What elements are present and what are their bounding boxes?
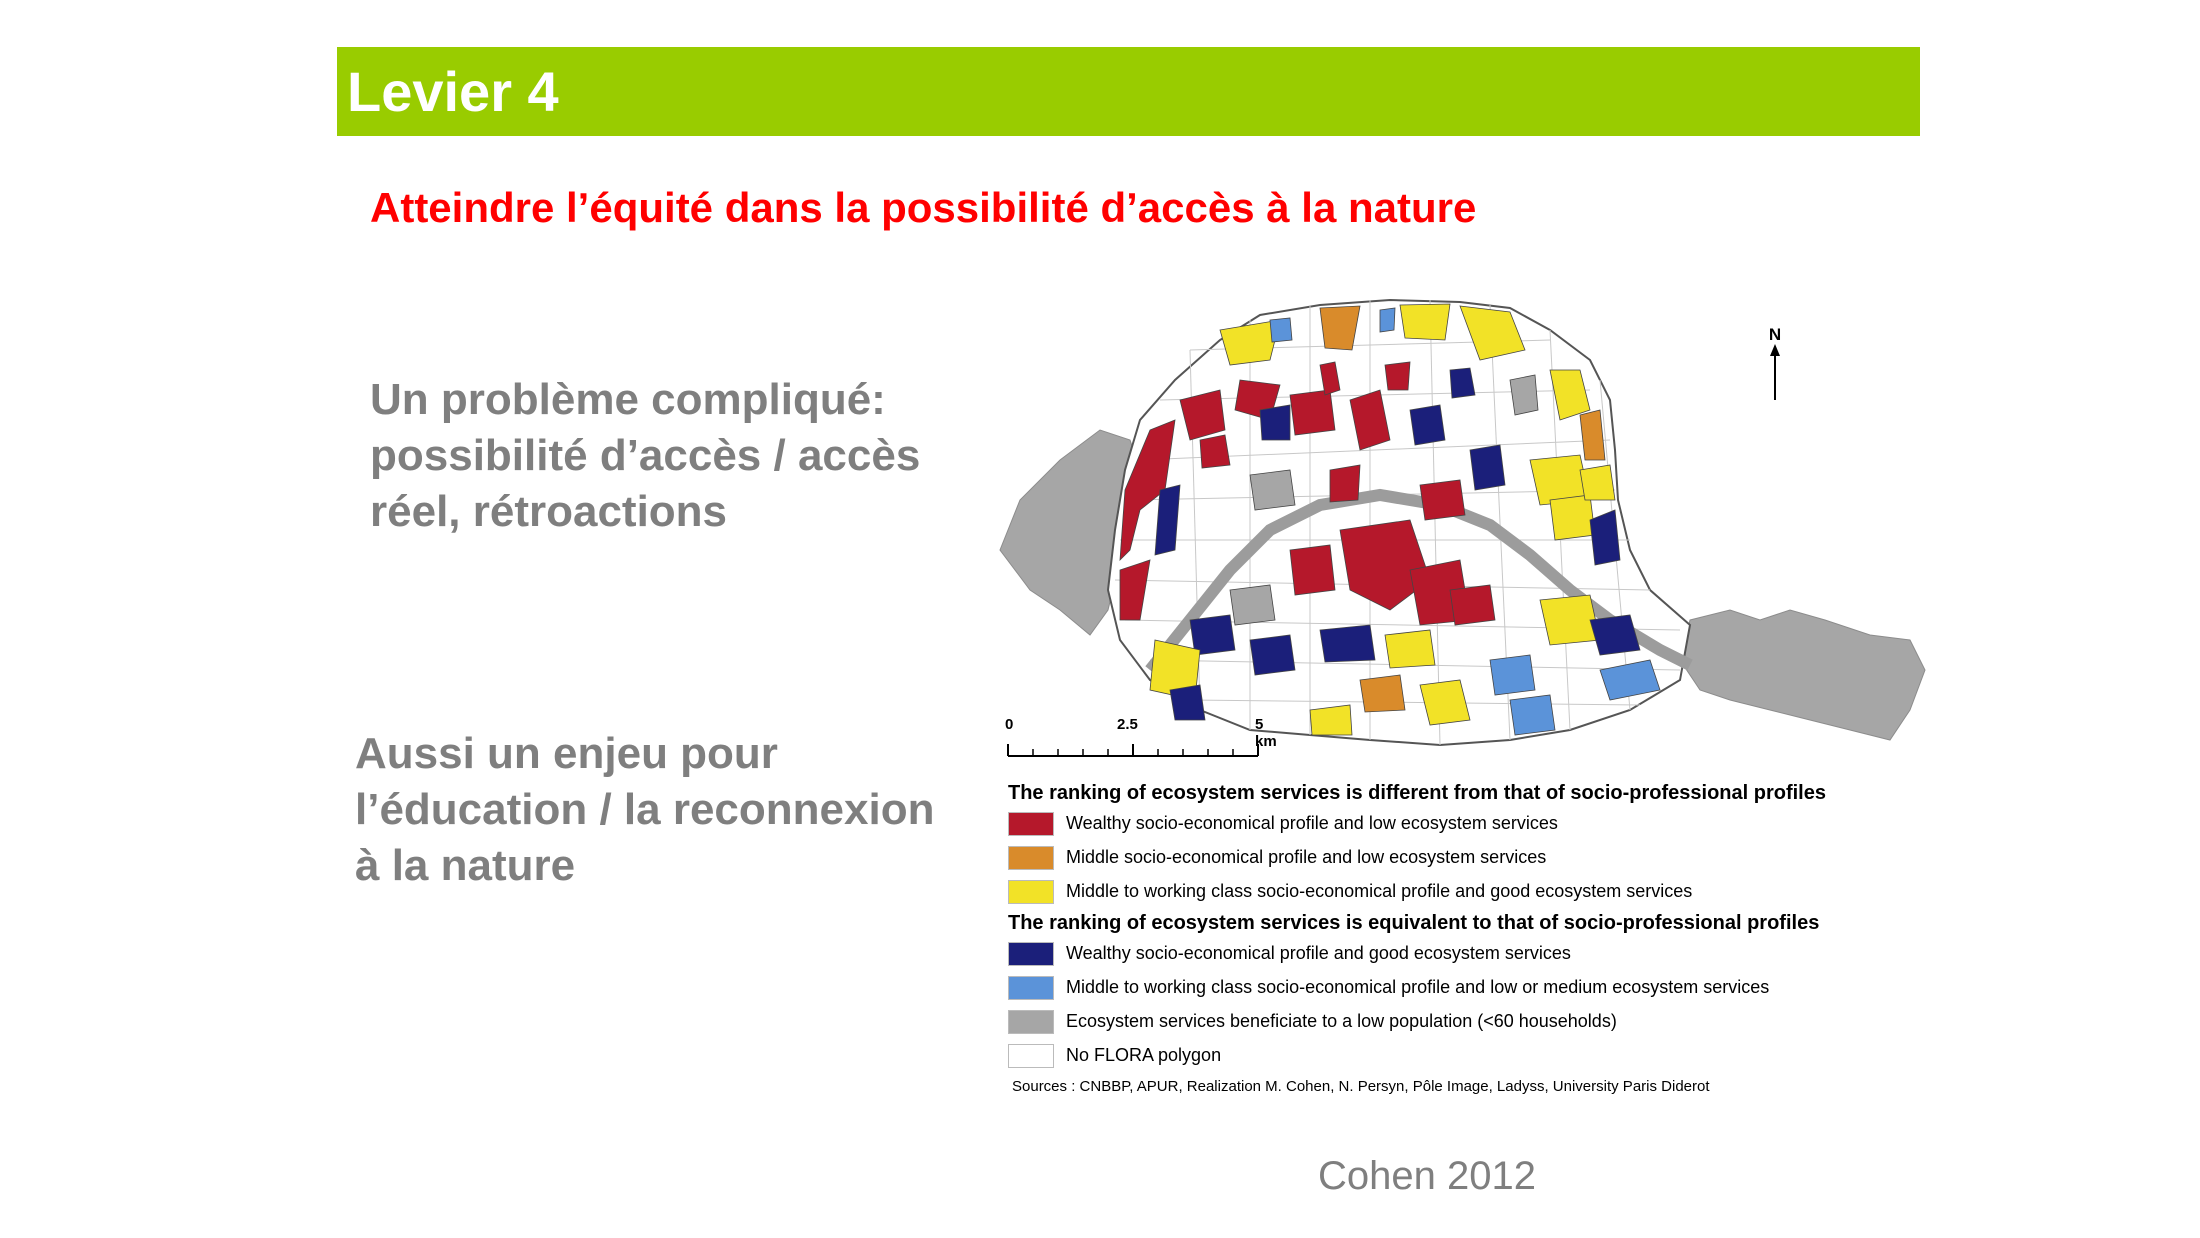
slide-title: Levier 4 bbox=[347, 60, 559, 123]
legend-item-middle-low bbox=[1008, 840, 1908, 874]
scale-bar-graphic bbox=[1005, 734, 1285, 764]
legend-heading-equivalent: The ranking of ecosystem services is equivalent to that of socio-professional profiles bbox=[1008, 912, 1820, 934]
scale-tick-0: 0 bbox=[1005, 716, 1014, 733]
body-point-2: Aussi un enjeu pour l’éducation / la reconnexion à la nature bbox=[355, 729, 935, 890]
scale-bar bbox=[1005, 716, 1285, 766]
map-sources: Sources : CNBBP, APUR, Realization M. Cohen, N. Persyn, Pôle Image, Ladyss, University Paris Diderot bbox=[1012, 1078, 1710, 1095]
body-point-1: Un problème compliqué: possibilité d’accès / accès réel, rétroactions bbox=[370, 375, 921, 536]
legend-label: No FLORA polygon bbox=[1066, 1045, 1222, 1065]
legend-swatch bbox=[1008, 1010, 1054, 1034]
slide-subtitle: Atteindre l’équité dans la possibilité d’accès à la nature bbox=[370, 184, 1477, 231]
legend-item-no-flora bbox=[1008, 1038, 1908, 1072]
map-legend bbox=[1008, 780, 1908, 1095]
scale-tick-5km: 5 km bbox=[1255, 716, 1277, 750]
header-bar bbox=[337, 47, 1920, 136]
legend-label: Middle socio-economical profile and low ecosystem services bbox=[1066, 847, 1547, 867]
legend-item-low-population bbox=[1008, 1004, 1908, 1038]
legend-label: Ecosystem services beneficiate to a low population (<60 households) bbox=[1066, 1011, 1617, 1031]
legend-label: Wealthy socio-economical profile and good ecosystem services bbox=[1066, 943, 1571, 963]
citation: Cohen 2012 bbox=[1318, 1154, 1536, 1198]
legend-swatch bbox=[1008, 846, 1054, 870]
legend-item-working-good bbox=[1008, 874, 1908, 908]
legend-swatch bbox=[1008, 812, 1054, 836]
legend-swatch bbox=[1008, 1044, 1054, 1068]
north-label: N bbox=[1768, 325, 1782, 344]
legend-item-working-low bbox=[1008, 970, 1908, 1004]
legend-swatch bbox=[1008, 880, 1054, 904]
legend-item-wealthy-good bbox=[1008, 936, 1908, 970]
legend-swatch bbox=[1008, 942, 1054, 966]
legend-label: Middle to working class socio-economical profile and good ecosystem services bbox=[1066, 881, 1693, 901]
legend-item-wealthy-low bbox=[1008, 806, 1908, 840]
legend-label: Middle to working class socio-economical profile and low or medium ecosystem services bbox=[1066, 977, 1770, 997]
legend-label: Wealthy socio-economical profile and low ecosystem services bbox=[1066, 813, 1558, 833]
legend-swatch bbox=[1008, 976, 1054, 1000]
north-arrow bbox=[1760, 326, 1790, 406]
bois-de-vincennes bbox=[1680, 610, 1925, 740]
scale-tick-2-5: 2.5 bbox=[1117, 716, 1138, 733]
legend-heading-different: The ranking of ecosystem services is different from that of socio-professional profiles bbox=[1008, 782, 1826, 804]
north-arrow-icon bbox=[1760, 344, 1790, 402]
